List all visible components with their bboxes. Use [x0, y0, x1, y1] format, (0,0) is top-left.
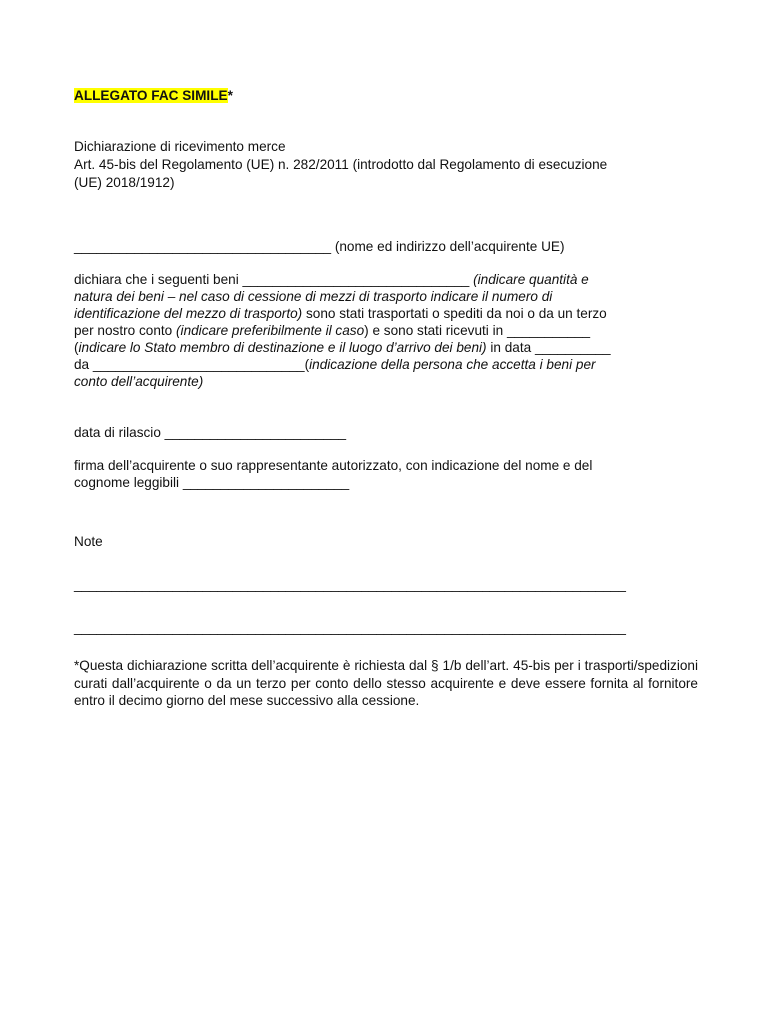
declaration-text: in data __________	[486, 340, 611, 355]
declaration-italic-note: (indicare preferibilmente il caso	[176, 323, 365, 338]
buyer-name-blank: __________________________________	[74, 239, 332, 254]
notes-line-1: _________________________________________________________________________	[74, 577, 626, 592]
declaration-line-4	[74, 322, 590, 339]
declaration-text: da ____________________________(	[74, 357, 310, 372]
heading-line-2: Art. 45-bis del Regolamento (UE) n. 282/2011 (introdotto dal Regolamento di esecuzione	[74, 157, 608, 172]
declaration-italic-note: identificazione del mezzo di trasporto)	[74, 306, 303, 321]
heading-line-1: Dichiarazione di ricevimento merce	[74, 139, 286, 154]
title-highlighted-text: ALLEGATO FAC SIMILE	[74, 88, 228, 103]
declaration-text: sono stati trasportati o spediti da noi o da un terzo	[302, 306, 607, 321]
signature-line-2: cognome leggibili ______________________	[74, 475, 350, 490]
declaration-line-5	[74, 339, 611, 356]
declaration-italic-note: indicare lo Stato membro di destinazione e il luogo d’arrivo dei beni)	[78, 340, 487, 355]
declaration-line-6	[74, 356, 596, 373]
buyer-name-line	[74, 238, 565, 255]
notes-line-2: _________________________________________________________________________	[74, 620, 626, 635]
document-title	[74, 87, 233, 104]
declaration-italic-note: indicazione della persona che accetta i beni per	[309, 357, 596, 372]
declaration-text: ) e sono stati ricevuti in ___________	[364, 323, 591, 338]
declaration-line-1	[74, 271, 589, 288]
footnote: *Questa dichiarazione scritta dell’acquirente è richiesta dal § 1/b dell’art. 45-bis per i trasporti/spedizioni curati dall’acquirente o da un terzo per conto dello stesso acquirente e deve essere fornita al fornitore entro il decimo giorno del mese successivo alla cessione.	[74, 658, 698, 708]
declaration-italic-note: (indicare quantità e	[473, 272, 589, 287]
issue-date-line: data di rilascio ________________________	[74, 425, 347, 440]
declaration-line-7	[74, 373, 203, 390]
declaration-line-2	[74, 288, 552, 305]
declaration-italic-note: conto dell’acquirente)	[74, 374, 204, 389]
title-asterisk: *	[227, 88, 233, 103]
declaration-text: (	[74, 340, 79, 355]
buyer-name-label: (nome ed indirizzo dell’acquirente UE)	[334, 239, 565, 254]
declaration-line-3	[74, 305, 607, 322]
signature-line-1: firma dell’acquirente o suo rappresentante autorizzato, con indicazione del nome e del	[74, 458, 593, 473]
notes-label: Note	[74, 534, 103, 549]
declaration-text: per nostro conto	[74, 323, 177, 338]
declaration-text: dichiara che i seguenti beni	[74, 272, 243, 287]
goods-blank: ______________________________	[242, 272, 470, 287]
heading-line-3: (UE) 2018/1912)	[74, 175, 175, 190]
declaration-italic-note: natura dei beni – nel caso di cessione di mezzi di trasporto indicare il numero di	[74, 289, 553, 304]
